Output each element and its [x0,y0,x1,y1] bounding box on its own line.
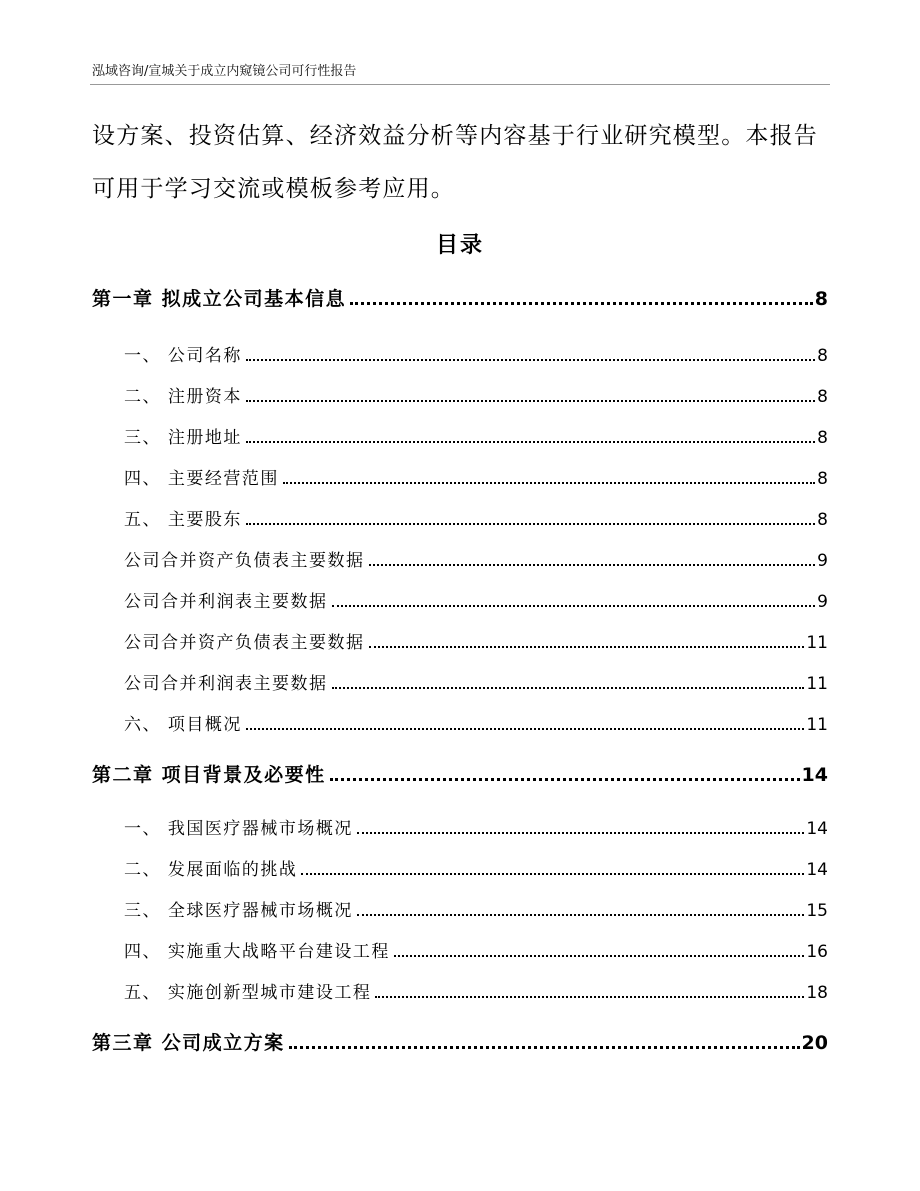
toc-section-balance-sheet-1[interactable] [92,546,828,571]
dot-leader [357,831,804,834]
toc-page-number: 11 [806,674,828,694]
toc-page-number: 14 [801,764,828,786]
toc-page-number: 14 [806,819,828,839]
toc-section-registered-capital[interactable] [92,382,828,407]
toc-entry-number: 三、 [124,901,168,921]
dot-leader [283,481,815,484]
toc-page-number: 18 [806,983,828,1003]
toc-page-number: 14 [806,860,828,880]
toc-page-number: 16 [806,942,828,962]
dot-leader [357,913,804,916]
toc-entry-text: 项目概况 [167,715,242,735]
dot-leader [289,1045,800,1049]
toc-section-income-statement-1[interactable] [92,587,828,612]
dot-leader [375,995,804,998]
toc-section-innovative-city[interactable] [92,978,828,1003]
toc-section-global-market[interactable] [92,896,828,921]
toc-entry-text: 注册地址 [167,428,242,448]
dot-leader [350,301,813,305]
toc-entry-text: 实施重大战略平台建设工程 [167,942,390,962]
toc-page-number: 11 [806,715,828,735]
toc-page-number: 8 [817,469,828,489]
toc-entry-text: 发展面临的挑战 [167,860,298,880]
toc-entry-number: 四、 [124,942,168,962]
toc-page-number: 8 [817,510,828,530]
toc-section-company-name[interactable] [92,341,828,366]
toc-entry-text: 主要经营范围 [167,469,279,489]
toc-entry-text: 项目背景及必要性 [161,764,326,786]
toc-page-number: 8 [817,428,828,448]
toc-entry-text: 注册资本 [167,387,242,407]
dot-leader [394,954,804,957]
toc-section-project-overview[interactable] [92,710,828,735]
toc-entry-text: 公司名称 [167,346,242,366]
toc-title: 目录 [435,233,484,258]
toc-entry-number: 三、 [124,428,168,448]
toc-entry-text: 公司合并资产负债表主要数据 [124,633,365,653]
toc-page-number: 8 [817,387,828,407]
toc-page-number: 8 [814,288,828,310]
toc-section-registered-address[interactable] [92,423,828,448]
toc-entry-number: 五、 [124,510,168,530]
toc-entry-number: 二、 [124,387,168,407]
toc-entry-text: 公司合并资产负债表主要数据 [124,551,365,571]
toc-entry-text: 公司成立方案 [161,1032,285,1054]
dot-leader [369,563,816,566]
toc-chapter-3[interactable] [92,1028,828,1055]
intro-line-2: 可用于学习交流或模板参考应用。 [92,176,455,202]
intro-line-1: 设方案、投资估算、经济效益分析等内容基于行业研究模型。本报告 [92,123,818,149]
toc-section-business-scope[interactable] [92,464,828,489]
dot-leader [332,686,805,689]
toc-entry-text: 实施创新型城市建设工程 [167,983,372,1003]
running-header: 泓域咨询/宣城关于成立内窥镜公司可行性报告 [92,64,357,79]
toc-entry-text: 主要股东 [167,510,242,530]
toc-page-number: 9 [817,551,828,571]
dot-leader [301,872,804,875]
toc-entry-number: 一、 [124,819,168,839]
toc-entry-number: 六、 [124,715,168,735]
toc-entry-text: 拟成立公司基本信息 [161,288,347,310]
dot-leader [246,358,815,361]
toc-section-balance-sheet-2[interactable] [92,628,828,653]
toc-section-domestic-market[interactable] [92,814,828,839]
toc-entry-text: 全球医疗器械市场概况 [167,901,353,921]
toc-entry-number: 第一章 [92,288,162,310]
toc-section-income-statement-2[interactable] [92,669,828,694]
toc-entry-number: 第三章 [92,1032,162,1054]
toc-entry-text: 我国医疗器械市场概况 [167,819,353,839]
toc-chapter-2[interactable] [92,760,828,787]
toc-entry-text: 公司合并利润表主要数据 [124,592,328,612]
toc-section-shareholders[interactable] [92,505,828,530]
dot-leader [246,440,815,443]
header-rule [90,84,830,85]
toc-page-number: 8 [817,346,828,366]
dot-leader [369,645,805,648]
dot-leader [330,777,800,781]
toc-chapter-1[interactable] [92,284,828,311]
toc-section-strategic-platform[interactable] [92,937,828,962]
toc-entry-number: 五、 [124,983,168,1003]
dot-leader [246,727,804,730]
dot-leader [246,399,815,402]
toc-page-number: 9 [817,592,828,612]
toc-page-number: 11 [806,633,828,653]
dot-leader [332,604,816,607]
toc-entry-number: 二、 [124,860,168,880]
toc-section-challenges[interactable] [92,855,828,880]
toc-entry-number: 一、 [124,346,168,366]
intro-paragraph [92,110,832,216]
toc-page-number: 15 [806,901,828,921]
dot-leader [246,522,815,525]
toc-entry-number: 四、 [124,469,168,489]
toc-entry-number: 第二章 [92,764,162,786]
toc-entry-text: 公司合并利润表主要数据 [124,674,328,694]
toc-page-number: 20 [801,1032,828,1054]
